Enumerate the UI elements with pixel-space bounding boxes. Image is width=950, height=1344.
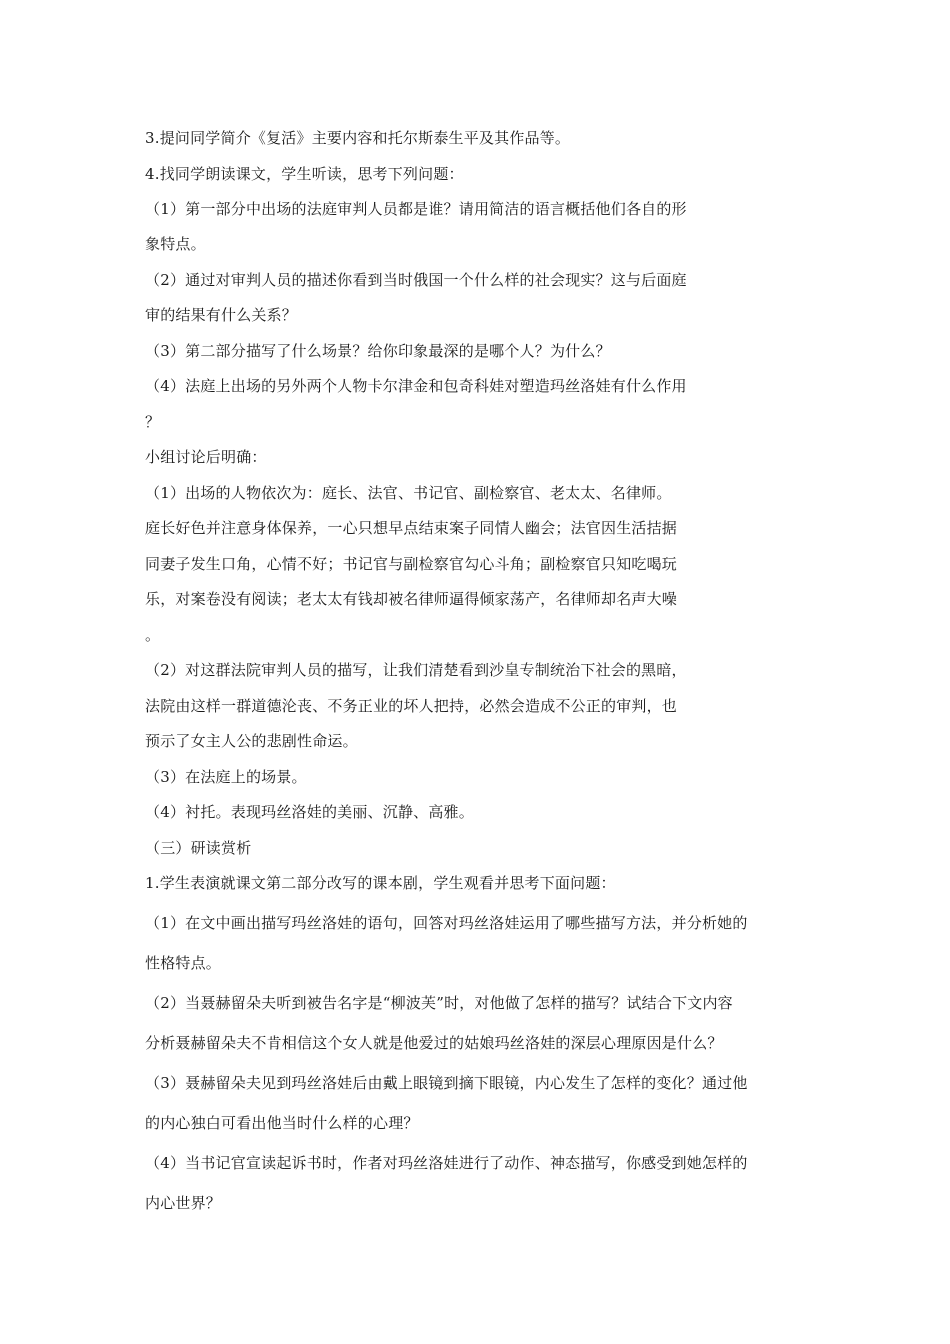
text-line: （2）当聂赫留朵夫听到被告名字是“柳波芙”时，对他做了怎样的描写？试结合下文内容 [145,994,733,1012]
text-line: （3）聂赫留朵夫见到玛丝洛娃后由戴上眼镜到摘下眼镜，内心发生了怎样的变化？通过他 [145,1074,748,1092]
text-line: 庭长好色并注意身体保养，一心只想早点结束案子同情人幽会；法官因生活拮据 [145,519,678,537]
text-line: 同妻子发生口角，心情不好；书记官与副检察官勾心斗角；副检察官只知吃喝玩 [145,555,678,573]
text-line: 分析聂赫留朵夫不肯相信这个女人就是他爱过的姑娘玛丝洛娃的深层心理原因是什么？ [145,1034,723,1052]
text-line: 1.学生表演就课文第二部分改写的课本剧，学生观看并思考下面问题： [145,874,616,892]
text-line: 乐，对案卷没有阅读；老太太有钱却被名律师逼得倾家荡产，名律师却名声大噪 [145,590,678,608]
text-line: （4）当书记官宣读起诉书时，作者对玛丝洛娃进行了动作、神态描写，你感受到她怎样的 [145,1154,748,1172]
text-line: 3.提问同学简介《复活》主要内容和托尔斯泰生平及其作品等。 [145,129,571,147]
text-line: （1）第一部分中出场的法庭审判人员都是谁？请用简洁的语言概括他们各自的形 [145,200,687,218]
text-line: （4）衬托。表现玛丝洛娃的美丽、沉静、高雅。 [145,803,474,821]
section-heading: （三）研读赏析 [145,839,252,857]
text-line: 审的结果有什么关系？ [145,306,298,324]
text-line: 象特点。 [145,235,206,253]
text-line: 的内心独白可看出他当时什么样的心理？ [145,1114,419,1132]
text-line: （2）通过对审判人员的描述你看到当时俄国一个什么样的社会现实？这与后面庭 [145,271,687,289]
text-line: 。 [145,626,161,644]
text-line: 性格特点。 [145,954,222,972]
text-line: 法院由这样一群道德沦丧、不务正业的坏人把持，必然会造成不公正的审判，也 [145,697,678,715]
text-line: （1）出场的人物依次为：庭长、法官、书记官、副检察官、老太太、名律师。 [145,484,672,502]
text-line: （2）对这群法院审判人员的描写，让我们清楚看到沙皇专制统治下社会的黑暗， [145,661,687,679]
text-line: 预示了女主人公的悲剧性命运。 [145,732,358,750]
text-line: （4）法庭上出场的另外两个人物卡尔津金和包奇科娃对塑造玛丝洛娃有什么作用 [145,377,687,395]
text-line: ？ [145,413,161,431]
text-line: （3）第二部分描写了什么场景？给你印象最深的是哪个人？为什么？ [145,342,611,360]
text-line: （1）在文中画出描写玛丝洛娃的语句，回答对玛丝洛娃运用了哪些描写方法，并分析她的 [145,914,748,932]
text-line: 4.找同学朗读课文，学生听读，思考下列问题： [145,165,464,183]
text-line: 小组讨论后明确： [145,448,267,466]
text-line: 内心世界？ [145,1194,222,1212]
text-line: （3）在法庭上的场景。 [145,768,307,786]
